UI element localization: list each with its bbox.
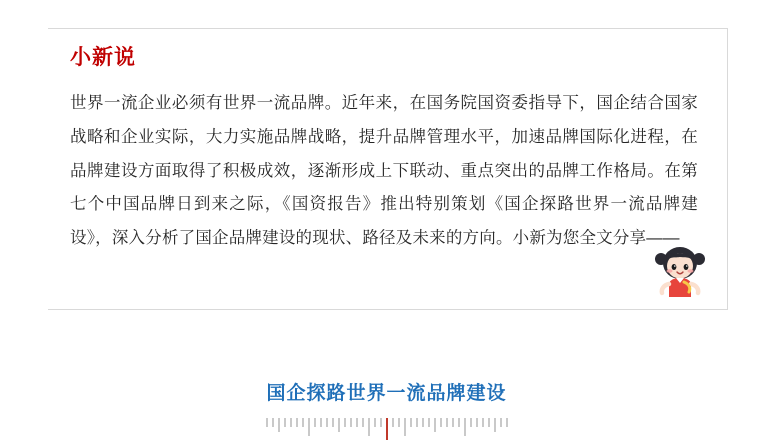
ruler-tick: [428, 418, 430, 427]
ruler-tick: [320, 418, 322, 427]
decorative-ruler: [0, 418, 773, 448]
ruler-tick: [332, 418, 334, 427]
ruler-tick: [446, 418, 448, 427]
ruler-tick: [266, 418, 268, 427]
card-title: 小新说: [70, 46, 136, 69]
ruler-tick: [440, 418, 442, 427]
ruler-tick: [278, 418, 280, 432]
ruler-tick: [422, 418, 424, 427]
ruler-tick: [494, 418, 496, 432]
ruler-tick: [482, 418, 484, 427]
ruler-tick: [470, 418, 472, 427]
ruler-tick: [386, 418, 388, 440]
ruler-tick: [380, 418, 382, 427]
ruler-tick: [374, 418, 376, 427]
ruler-tick: [350, 418, 352, 427]
ruler-tick: [416, 418, 418, 427]
ruler-tick: [464, 418, 466, 436]
page-headline: 国企探路世界一流品牌建设: [266, 383, 507, 404]
ruler-tick: [398, 418, 400, 427]
ruler-tick: [410, 418, 412, 427]
ruler-tick: [362, 418, 364, 427]
ruler-tick: [302, 418, 304, 427]
ruler-tick: [326, 418, 328, 427]
ruler-tick: [452, 418, 454, 427]
ruler-tick: [356, 418, 358, 427]
ruler-tick: [476, 418, 478, 427]
ruler-tick: [314, 418, 316, 427]
ruler-tick: [488, 418, 490, 427]
xiaoxin-mascot-icon: [647, 237, 713, 303]
ruler-tick: [290, 418, 292, 427]
card-body-text: 世界一流企业必须有世界一流品牌。近年来，在国务院国资委指导下，国企结合国家战略和企业实际，大力实施品牌战略，提升品牌管理水平，加速品牌国际化进程，在品牌建设方面取得了积极成效，逐渐形成上下联动、重点突出的品牌工作格局。在第七个中国品牌日到来之际，《国资报告》推出特别策划《国企探路世界一流品牌建设》，深入分析了国企品牌建设的现状、路径及未来的方向。小新为您全文分享——: [70, 94, 698, 248]
ruler-tick: [368, 418, 370, 436]
xiaoxin-says-card: [48, 28, 728, 310]
ruler-tick: [296, 418, 298, 427]
ruler-tick: [458, 418, 460, 427]
ruler-tick: [338, 418, 340, 432]
ruler-tick: [344, 418, 346, 427]
ruler-tick: [392, 418, 394, 427]
ruler-tick: [272, 418, 274, 427]
ruler-tick: [308, 418, 310, 436]
ruler-tick: [284, 418, 286, 427]
ruler-tick: [404, 418, 406, 436]
ruler-tick: [500, 418, 502, 427]
ruler-tick: [434, 418, 436, 432]
ruler-tick: [506, 418, 508, 427]
